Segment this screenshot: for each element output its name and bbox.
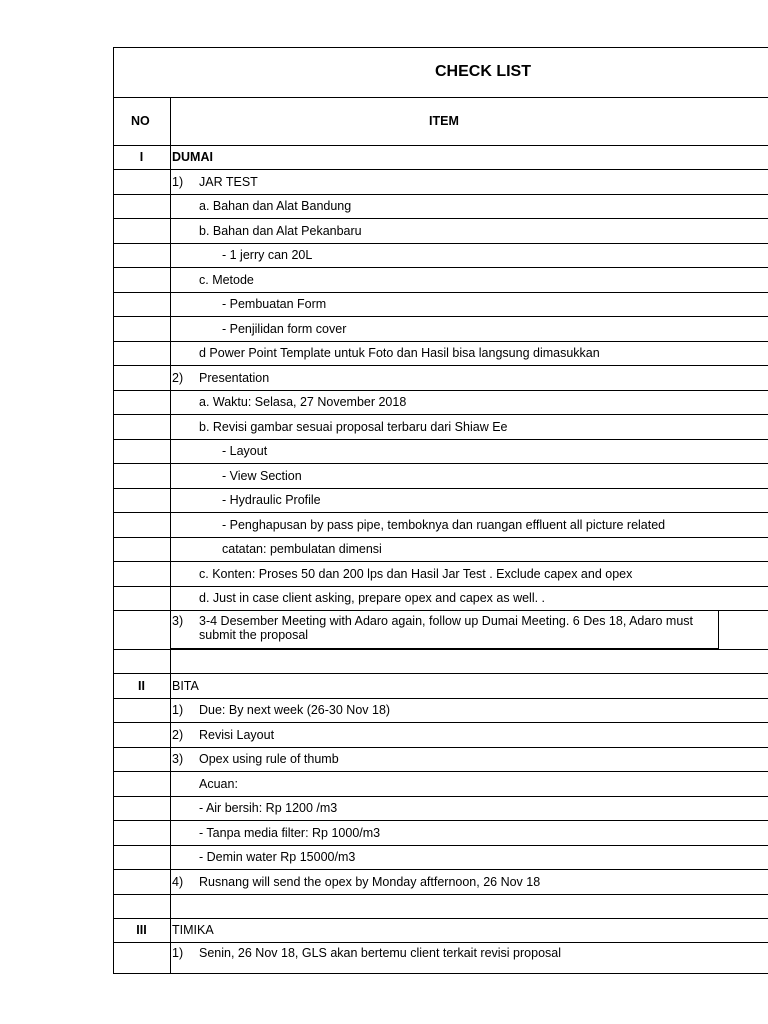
row-item-text: c. Konten: Proses 50 dan 200 lps dan Hasil Jar Test . Exclude capex and opex <box>199 567 633 581</box>
row-item-number: 4) <box>172 875 184 889</box>
row-divider <box>113 942 768 943</box>
row-divider <box>113 820 768 821</box>
header-divider <box>113 145 768 146</box>
row-item-text: Rusnang will send the opex by Monday aftfernoon, 26 Nov 18 <box>199 875 541 889</box>
row-divider <box>113 463 768 464</box>
checklist-sheet <box>113 47 768 973</box>
row-divider <box>113 243 768 244</box>
wrapped-row-border <box>170 610 719 649</box>
row-section-number: II <box>138 679 145 693</box>
top-border <box>113 47 768 48</box>
row-divider <box>113 194 768 195</box>
row-divider <box>113 512 768 513</box>
row-divider <box>113 586 768 587</box>
header-no: NO <box>131 114 150 128</box>
row-divider <box>113 390 768 391</box>
row-item-number: 1) <box>172 175 184 189</box>
row-item-text: 3-4 Desember Meeting with Adaro again, follow up Dumai Meeting. 6 Des 18, Adaro must submit the proposal <box>199 614 694 642</box>
row-divider <box>113 439 768 440</box>
left-border <box>113 47 114 973</box>
row-divider <box>113 796 768 797</box>
row-item-text: - Tanpa media filter: Rp 1000/m3 <box>199 826 381 840</box>
row-item-text: - 1 jerry can 20L <box>222 248 313 262</box>
row-divider <box>113 561 768 562</box>
page-title: CHECK LIST <box>435 63 531 80</box>
row-divider <box>113 771 768 772</box>
row-divider <box>113 341 768 342</box>
row-divider <box>113 973 768 974</box>
row-item-text: b. Bahan dan Alat Pekanbaru <box>199 224 362 238</box>
row-divider <box>113 292 768 293</box>
row-item-text: BITA <box>172 679 199 693</box>
row-item-text: d. Just in case client asking, prepare opex and capex as well. . <box>199 591 546 605</box>
row-divider <box>113 218 768 219</box>
row-item-text: Opex using rule of thumb <box>199 752 339 766</box>
row-divider <box>113 845 768 846</box>
row-item-text: a. Waktu: Selasa, 27 November 2018 <box>199 395 407 409</box>
row-item-text: Revisi Layout <box>199 728 275 742</box>
row-item-text: TIMIKA <box>172 923 214 937</box>
row-item-text: - Layout <box>222 444 268 458</box>
row-divider <box>113 169 768 170</box>
row-item-number: 1) <box>172 946 184 960</box>
column-divider <box>170 97 171 973</box>
row-item-text: - Penghapusan by pass pipe, temboknya dan ruangan effluent all picture related <box>222 518 666 532</box>
row-divider <box>113 698 768 699</box>
row-divider <box>113 747 768 748</box>
row-item-text: DUMAI <box>172 150 213 164</box>
row-item-text: - Penjilidan form cover <box>222 322 347 336</box>
row-divider <box>113 365 768 366</box>
header-item: ITEM <box>429 114 459 128</box>
row-item-text: a. Bahan dan Alat Bandung <box>199 199 352 213</box>
row-item-text: c. Metode <box>199 273 254 287</box>
row-item-text: Acuan: <box>199 777 238 791</box>
row-divider <box>113 488 768 489</box>
row-item-number: 2) <box>172 371 184 385</box>
row-divider <box>113 267 768 268</box>
row-divider <box>113 918 768 919</box>
row-item-text: - Hydraulic Profile <box>222 493 321 507</box>
row-item-number: 3) <box>172 752 184 766</box>
row-section-number: I <box>139 150 144 164</box>
title-divider <box>113 97 768 98</box>
row-item-text: - Air bersih: Rp 1200 /m3 <box>199 801 338 815</box>
row-divider <box>113 537 768 538</box>
row-divider <box>113 894 768 895</box>
row-item-text: - Pembuatan Form <box>222 297 327 311</box>
row-divider <box>113 869 768 870</box>
row-section-number: III <box>136 923 147 937</box>
row-divider <box>113 316 768 317</box>
row-divider <box>113 649 768 650</box>
row-divider <box>113 414 768 415</box>
row-item-text: - Demin water Rp 15000/m3 <box>199 850 356 864</box>
row-item-number: 2) <box>172 728 184 742</box>
row-item-text: catatan: pembulatan dimensi <box>222 542 382 556</box>
row-item-text: d Power Point Template untuk Foto dan Hasil bisa langsung dimasukkan <box>199 346 600 360</box>
row-divider <box>113 722 768 723</box>
row-item-text: b. Revisi gambar sesuai proposal terbaru dari Shiaw Ee <box>199 420 508 434</box>
row-item-number: 1) <box>172 703 184 717</box>
row-item-text: Senin, 26 Nov 18, GLS akan bertemu client terkait revisi proposal <box>199 946 561 960</box>
row-item-text: Due: By next week (26-30 Nov 18) <box>199 703 391 717</box>
row-divider <box>113 673 768 674</box>
row-item-text: JAR TEST <box>199 175 258 189</box>
row-item-number: 3) <box>172 614 184 628</box>
row-item-text: - View Section <box>222 469 302 483</box>
row-item-text: Presentation <box>199 371 270 385</box>
